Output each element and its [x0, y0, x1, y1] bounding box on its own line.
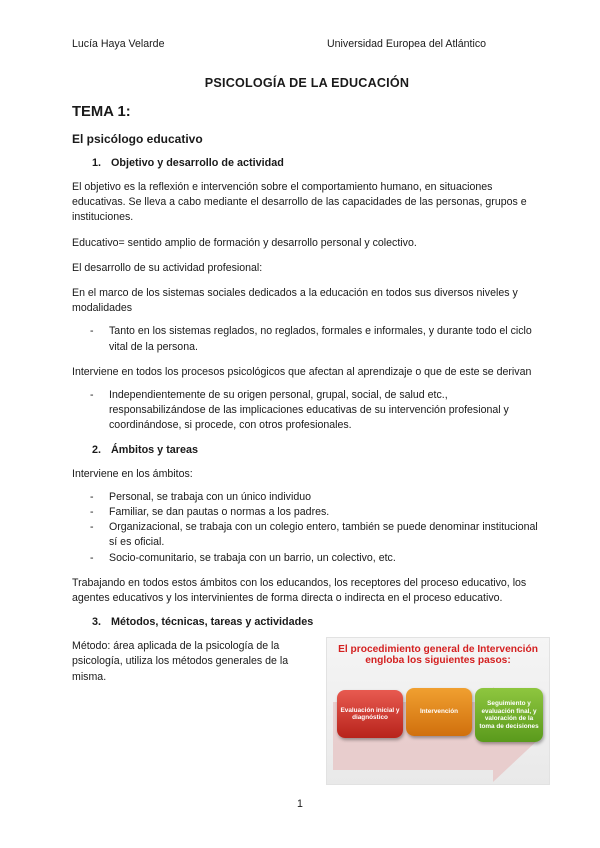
header-author: Lucía Haya Velarde	[72, 38, 165, 50]
method-row	[72, 639, 542, 789]
paragraph: Educativo= sentido amplio de formación y desarrollo personal y colectivo.	[72, 236, 417, 249]
list-item: - Familiar, se dan pautas o normas a los padres.	[90, 505, 542, 520]
page-number: 1	[297, 798, 303, 810]
subsection-2-number: 2.	[92, 443, 102, 456]
list-item: - Socio-comunitario, se trabaja con un barrio, un colectivo, etc.	[90, 551, 542, 566]
paragraph: El objetivo es la reflexión e intervención sobre el comportamiento humano, en situaciones educativas. Se lleva a cabo mediante el desarrollo de las capacidades de las personas, grupos e instituciones.	[72, 181, 527, 224]
subsection-1-heading	[92, 157, 542, 169]
list-item: - Personal, se trabaja con un único individuo	[90, 490, 542, 505]
page-header	[72, 38, 528, 52]
diagram-step-1: Evaluación inicial y diagnóstico	[337, 690, 403, 738]
list-item: - Independientemente de su origen personal, grupal, social, de salud etc., responsabilizándose de las implicaciones educativas de su intervención profesional y coordinándose, si procede, con otros profesionales.	[90, 388, 542, 434]
paragraph: El desarrollo de su actividad profesional:	[72, 261, 263, 274]
list-item: - Organizacional, se trabaja con un colegio entero, también se puede denominar institucional sí es oficial.	[90, 520, 542, 550]
tema-heading: TEMA 1:	[72, 104, 131, 120]
paragraph: Interviene en todos los procesos psicológicos que afectan al aprendizaje o que de este se derivan	[72, 365, 532, 378]
bullet-list	[90, 490, 542, 566]
subsection-3-title: Métodos, técnicas, tareas y actividades	[111, 616, 314, 629]
subsection-3-heading	[92, 616, 542, 628]
subsection-1-number: 1.	[92, 157, 102, 169]
diagram-step-2: Intervención	[406, 688, 472, 736]
subsection-3-number: 3.	[92, 616, 102, 629]
diagram-step-3: Seguimiento y evaluación final, y valoración de la toma de decisiones	[475, 688, 543, 742]
paragraph: Interviene en los ámbitos:	[72, 467, 193, 480]
document-title: PSICOLOGÍA DE LA EDUCACIÓN	[204, 76, 410, 90]
list-item: - Tanto en los sistemas reglados, no reglados, formales e informales, y durante todo el ciclo vital de la persona.	[90, 324, 542, 354]
bullet-list	[90, 388, 542, 434]
paragraph: Trabajando en todos estos ámbitos con los educandos, los receptores del proceso educativo, los agentes educativos y los intervinientes de forma directa o indirecta en el proceso educativo.	[72, 576, 527, 605]
document-body	[72, 76, 542, 789]
diagram-title: El procedimiento general de Intervención engloba los siguientes pasos:	[338, 644, 538, 667]
section-heading: El psicólogo educativo	[72, 132, 203, 146]
subsection-1-title: Objetivo y desarrollo de actividad	[111, 157, 284, 169]
subsection-2-title: Ámbitos y tareas	[111, 443, 199, 456]
paragraph: Método: área aplicada de la psicología de la psicología, utiliza los métodos generales de la misma.	[72, 640, 289, 683]
paragraph: En el marco de los sistemas sociales dedicados a la educación en todos sus diversos niveles y modalidades	[72, 287, 518, 315]
procedure-diagram	[326, 637, 550, 785]
header-university: Universidad Europea del Atlántico	[327, 38, 487, 50]
bullet-list	[90, 324, 542, 354]
subsection-2-heading	[92, 444, 542, 456]
